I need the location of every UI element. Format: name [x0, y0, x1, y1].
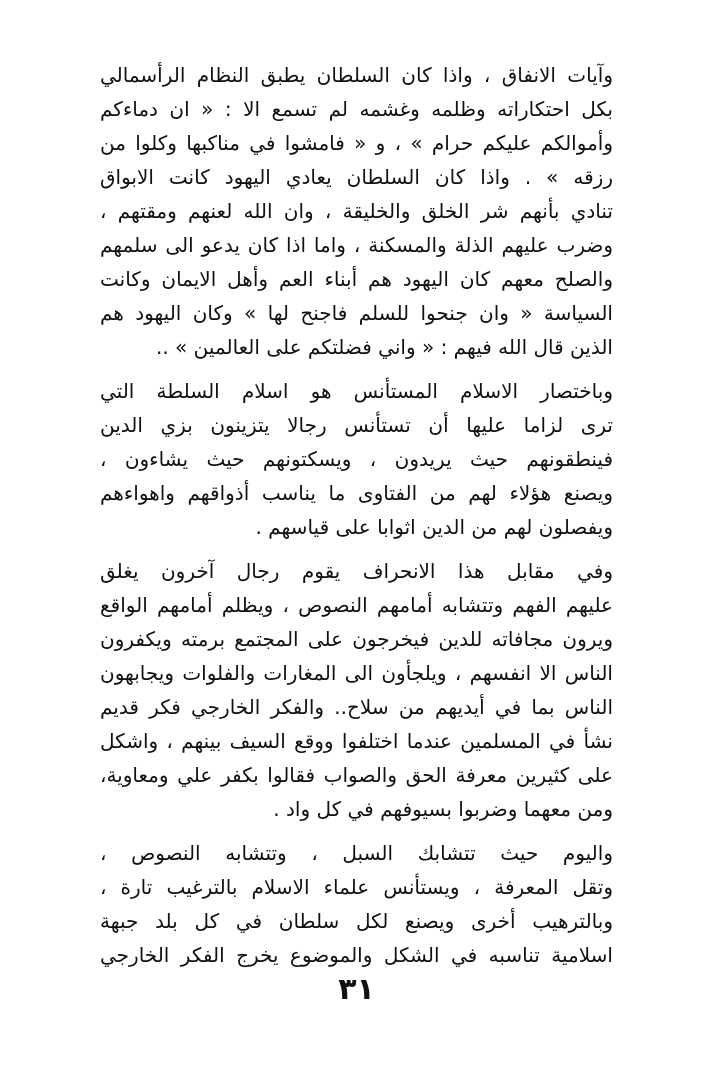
- text-line: على كثيرين معرفة الحق والصواب فقالوا بكفر علي ومعاوية،: [100, 763, 613, 787]
- text-line: نشأ في المسلمين عندما اختلفوا ووقع السيف بينهم ، واشكل: [100, 729, 613, 753]
- text-line: اسلامية تناسبه في الشكل والموضوع يخرج الفكر الخارجي: [100, 943, 613, 967]
- text-line: الذين قال الله فيهم : « واني فضلتكم على العالمين » ..: [155, 335, 613, 359]
- paragraph-3: [100, 554, 613, 826]
- text-line: فينطقونهم حيث يريدون ، ويسكتونهم حيث يشاءون ،: [100, 447, 613, 471]
- paragraph-4: [100, 836, 613, 972]
- text-line: الناس الا انفسهم ، ويلجأون الى المغارات والفلوات ويجابهون: [100, 661, 613, 685]
- text-line: وضرب عليهم الذلة والمسكنة ، واما اذا كان يدعو الى سلمهم: [100, 233, 613, 257]
- text-line: ويصنع هؤلاء لهم من الفتاوى ما يناسب أذواقهم واهواءهم: [100, 481, 613, 505]
- text-line: رزقه » . واذا كان السلطان يعادي اليهود كانت الابواق: [100, 165, 613, 189]
- text-line: وفي مقابل هذا الانحراف يقوم رجال آخرون يغلق: [100, 559, 613, 583]
- paragraph-1: [100, 58, 613, 364]
- text-line: تنادي بأنهم شر الخلق والخليقة ، وان الله لعنهم ومقتهم ،: [100, 199, 613, 223]
- text-line: السياسة « وان جنحوا للسلم فاجنح لها » وكان اليهود هم: [100, 301, 613, 325]
- text-line: ويرون مجافاته للدين فيخرجون على المجتمع برمته ويكفرون: [100, 627, 613, 651]
- text-line: ترى لزاما عليها أن تستأنس رجالا يتزينون بزي الدين: [100, 413, 613, 437]
- page-number: ٣١: [338, 972, 375, 1007]
- text-line: الناس بما في أيديهم من سلاح.. والفكر الخارجي فكر قديم: [100, 695, 613, 719]
- text-line: وتقل المعرفة ، ويستأنس علماء الاسلام بالترغيب تارة ،: [100, 875, 613, 899]
- text-line: عليهم الفهم وتتشابه أمامهم النصوص ، ويظلم أمامهم الواقع: [100, 593, 613, 617]
- text-line: والصلح معهم كان اليهود هم أبناء العم وأهل الايمان وكانت: [100, 267, 613, 291]
- text-line: ومن معهما وضربوا بسيوفهم في كل واد .: [273, 797, 613, 821]
- text-line: وآيات الانفاق ، واذا كان السلطان يطبق النظام الرأسمالي: [100, 63, 613, 87]
- body-text: [100, 58, 613, 972]
- text-line: بكل احتكاراته وظلمه وغشمه لم تسمع الا : « ان دماءكم: [100, 97, 613, 121]
- text-line: وبالترهيب أخرى ويصنع لكل سلطان في كل بلد جبهة: [100, 909, 613, 933]
- text-line: ويفصلون لهم من الدين اثوابا على قياسهم .: [255, 515, 613, 539]
- text-line: وأموالكم عليكم حرام » ، و « فامشوا في مناكبها وكلوا من: [100, 131, 613, 155]
- text-line: واليوم حيث تتشابك السبل ، وتتشابه النصوص ،: [100, 841, 613, 865]
- text-line: وباختصار الاسلام المستأنس هو اسلام السلطة التي: [100, 379, 613, 403]
- paragraph-2: [100, 374, 613, 544]
